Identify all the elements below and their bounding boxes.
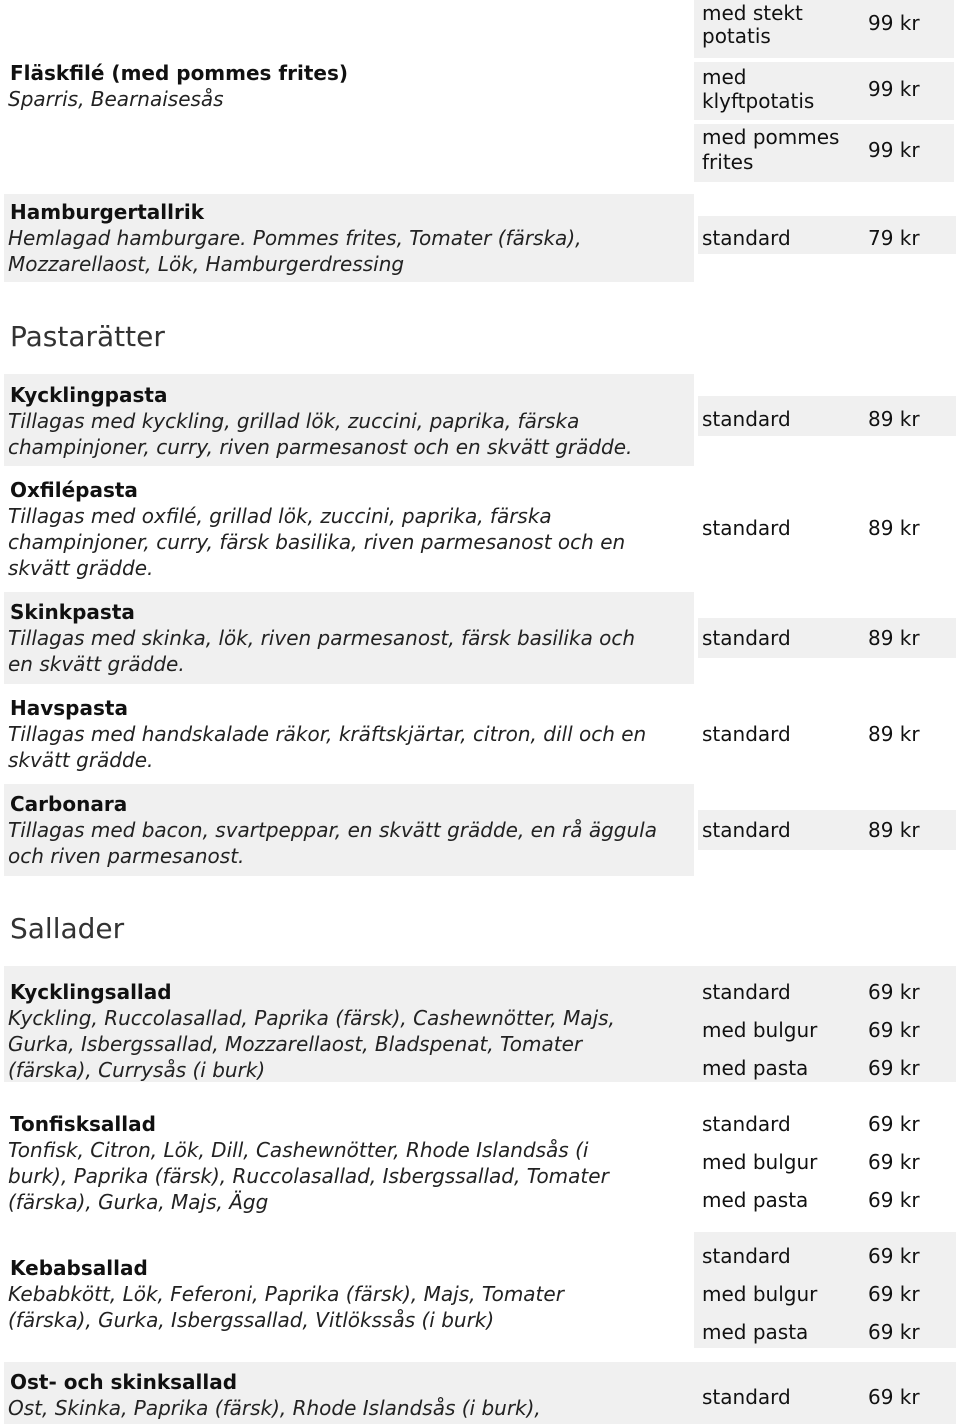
option-label: standard [702,407,791,431]
item-name: Fläskfilé (med pommes frites) [10,61,349,85]
option-price: 69 kr [868,1282,920,1306]
option-label: standard [702,1385,791,1409]
item-description: (färska), Gurka, Isbergssallad, Vitlökssås (i burk) [8,1308,495,1332]
item-description: Kyckling, Ruccolasallad, Paprika (färsk), Cashewnötter, Majs, [8,1006,615,1030]
menu-item-ostskinksallad [4,1362,956,1424]
item-description: Hemlagad hamburgare. Pommes frites, Tomater (färska), [8,226,582,250]
option-label: med bulgur [702,1150,818,1174]
option-price: 69 kr [868,1056,920,1080]
item-description: (färska), Gurka, Majs, Ägg [8,1190,269,1214]
option-price: 99 kr [868,11,920,35]
menu-item-kycklingsallad [4,966,956,1082]
item-description: Ost, Skinka, Paprika (färsk), Rhode Islandsås (i burk), [8,1396,541,1420]
item-name: Havspasta [10,696,128,720]
menu-item-kycklingpasta [4,374,956,466]
option-price: 89 kr [868,722,920,746]
option-label: standard [702,722,791,746]
option-price: 69 kr [868,1112,920,1136]
item-description: (färska), Currysås (i burk) [8,1058,266,1082]
menu-item-hamburger [4,194,956,282]
option-label: standard [702,626,791,650]
item-description: och riven parmesanost. [8,844,245,868]
option-label: standard [702,226,791,250]
item-name: Kycklingsallad [10,980,172,1004]
item-description: champinjoner, curry, färsk basilika, riven parmesanost och en [8,530,626,554]
option-label: med pasta [702,1188,809,1212]
option-price: 99 kr [868,77,920,101]
option-price: 69 kr [868,1385,920,1409]
menu-item-oxfilepasta [4,470,956,590]
item-name: Oxfilépasta [10,478,138,502]
option-price: 89 kr [868,407,920,431]
item-description: Kebabkött, Lök, Feferoni, Paprika (färsk), Majs, Tomater [8,1282,564,1306]
option-label: frites [702,150,754,174]
item-description: Tillagas med skinka, lök, riven parmesanost, färsk basilika och [8,626,636,650]
item-name: Hamburgertallrik [10,200,205,224]
item-name: Tonfisksallad [10,1112,156,1136]
option-row [694,124,954,182]
option-price: 89 kr [868,818,920,842]
item-description: champinjoner, curry, riven parmesanost och en skvätt grädde. [8,435,633,459]
menu-item-carbonara [4,784,956,876]
item-description: Mozzarellaost, Lök, Hamburgerdressing [8,252,405,276]
item-name: Ost- och skinksallad [10,1370,238,1394]
item-description: Tonfisk, Citron, Lök, Dill, Cashewnötter, Rhode Islandsås (i [8,1138,589,1162]
section-title-pasta: Pastarätter [10,320,165,353]
option-price: 69 kr [868,1150,920,1174]
item-description: skvätt grädde. [8,748,154,772]
item-description: Tillagas med kyckling, grillad lök, zuccini, paprika, färska [8,409,580,433]
option-label: med pasta [702,1320,809,1344]
option-label: potatis [702,24,771,48]
option-label: med [702,65,747,89]
item-description: en skvätt grädde. [8,652,185,676]
option-label: standard [702,1112,791,1136]
item-description: Sparris, Bearnaisesås [8,87,224,111]
option-label: med pommes [702,125,840,149]
option-label: standard [702,516,791,540]
item-name: Carbonara [10,792,128,816]
option-price: 79 kr [868,226,920,250]
item-description: Tillagas med handskalade räkor, kräftskjärtar, citron, dill och en [8,722,647,746]
option-label: standard [702,1244,791,1268]
option-price: 99 kr [868,138,920,162]
menu-item-kebabsallad [4,1232,956,1348]
item-description: Tillagas med bacon, svartpeppar, en skvätt grädde, en rå äggula [8,818,657,842]
option-label: standard [702,818,791,842]
option-label: standard [702,980,791,1004]
option-price: 89 kr [868,626,920,650]
option-price: 69 kr [868,1018,920,1042]
option-price: 69 kr [868,980,920,1004]
item-name: Kebabsallad [10,1256,148,1280]
option-label: med bulgur [702,1018,818,1042]
option-label: klyftpotatis [702,89,815,113]
option-label: med bulgur [702,1282,818,1306]
option-label: med stekt [702,1,803,25]
option-price: 69 kr [868,1320,920,1344]
item-name: Skinkpasta [10,600,135,624]
section-title-sallader: Sallader [10,912,125,945]
item-description: Gurka, Isbergssallad, Mozzarellaost, Bladspenat, Tomater [8,1032,583,1056]
option-label: med pasta [702,1056,809,1080]
item-description: skvätt grädde. [8,556,154,580]
option-row [694,62,954,120]
menu-item-tonfisksallad [4,1100,956,1220]
option-price: 69 kr [868,1188,920,1212]
menu-item-skinkpasta [4,592,956,684]
item-name: Kycklingpasta [10,383,168,407]
option-price: 69 kr [868,1244,920,1268]
option-row [694,0,954,58]
item-description: burk), Paprika (färsk), Ruccolasallad, Isbergssallad, Tomater [8,1164,609,1188]
option-price: 89 kr [868,516,920,540]
menu-item-havspasta [4,688,956,780]
item-description: Tillagas med oxfilé, grillad lök, zuccini, paprika, färska [8,504,552,528]
